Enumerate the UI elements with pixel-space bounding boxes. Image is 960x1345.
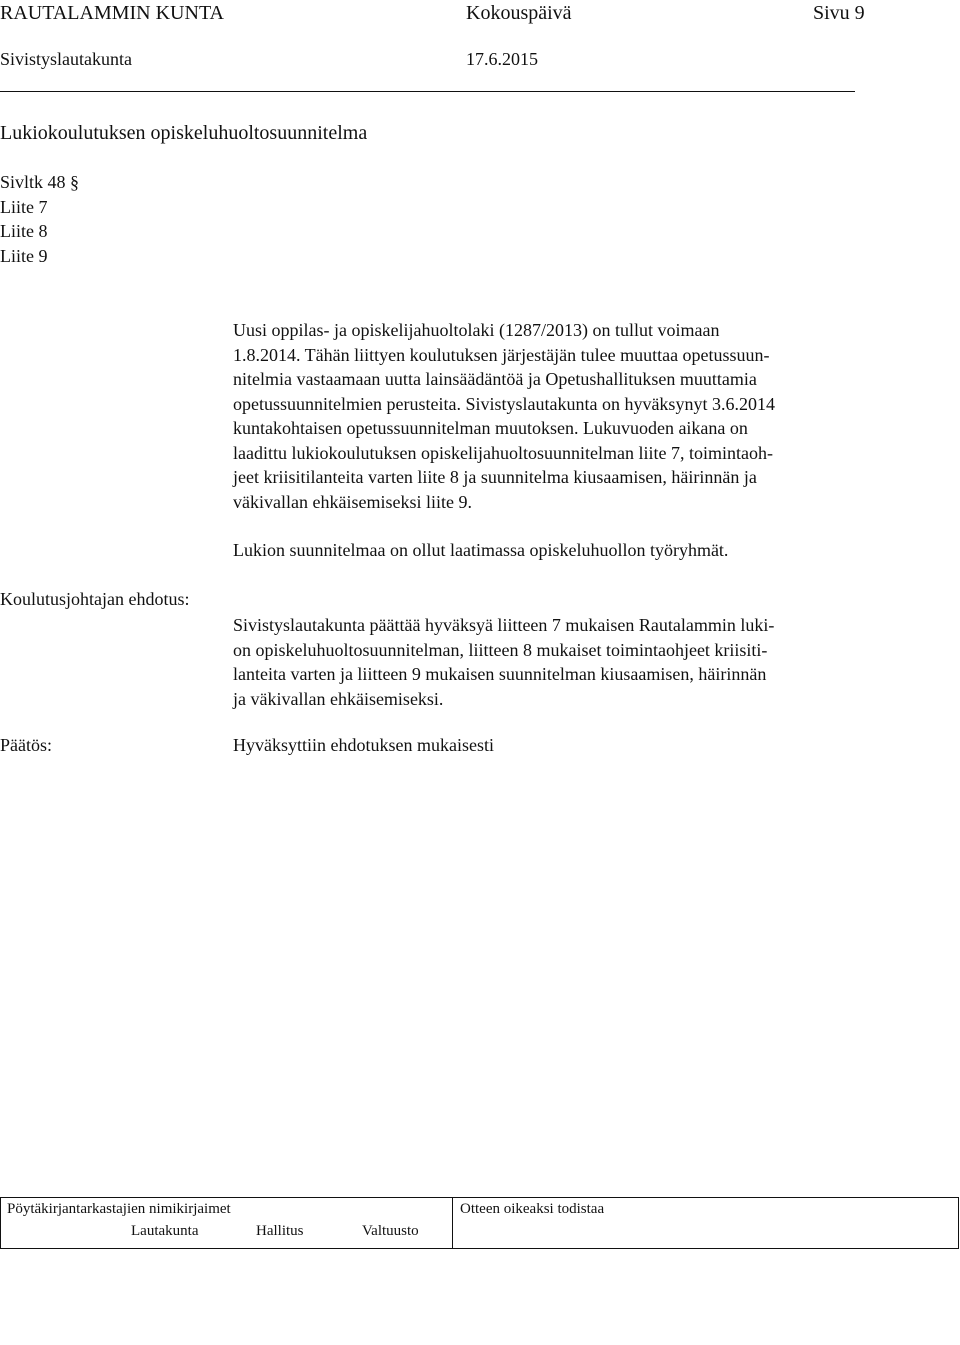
page-title: Lukiokoulutuksen opiskeluhuoltosuunnitelma xyxy=(0,122,368,144)
proposal-line: ja väkivallan ehkäisemiseksi. xyxy=(233,688,444,709)
municipality-name: RAUTALAMMIN KUNTA xyxy=(0,2,225,24)
body-line: väkivallan ehkäisemiseksi liite 9. xyxy=(233,491,472,512)
ref-section: Sivltk 48 § xyxy=(0,172,80,192)
meeting-date: 17.6.2015 xyxy=(466,49,538,69)
page-number: Sivu 9 xyxy=(813,2,865,24)
body-paragraph xyxy=(233,318,883,514)
body-line: kuntakohtaisen opetussuunnitelman muutoksen. Lukuvuoden aikana on xyxy=(233,418,748,438)
proposal-label: Koulutusjohtajan ehdotus: xyxy=(0,589,190,609)
header-rule xyxy=(0,91,855,92)
proposal-line: on opiskeluhuoltosuunnitelman, liitteen 8 mukaiset toimintaohjeet kriisiti- xyxy=(233,639,768,660)
signatures-label: Pöytäkirjantarkastajien nimikirjaimet xyxy=(7,1201,231,1217)
decision-label: Päätös: xyxy=(0,735,52,755)
body-line: opetussuunnitelmien perusteita. Sivistyslautakunta on hyväksynyt 3.6.2014 xyxy=(233,393,775,414)
body-line: jeet kriisitilanteita varten liite 8 ja suunnitelma kiusaamisen, häirinnän ja xyxy=(233,467,757,487)
ref-attachment-7: Liite 7 xyxy=(0,197,48,217)
board-name: Sivistyslautakunta xyxy=(0,49,132,69)
proposal-line: Sivistyslautakunta päättää hyväksyä liitteen 7 mukaisen Rautalammin luki- xyxy=(233,615,775,635)
body-line: 1.8.2014. Tähän liittyen koulutuksen järjestäjän tulee muuttaa opetussuun- xyxy=(233,344,770,365)
footer-board: Lautakunta xyxy=(131,1223,199,1239)
meeting-day-label: Kokouspäivä xyxy=(466,2,572,24)
ref-attachment-8: Liite 8 xyxy=(0,221,48,241)
footer-government: Hallitus xyxy=(256,1223,304,1239)
footer-council: Valtuusto xyxy=(362,1223,419,1239)
proposal-paragraph xyxy=(233,613,883,711)
body-line: laadittu lukiokoulutuksen opiskelijahuoltosuunnitelman liite 7, toimintaoh- xyxy=(233,442,773,463)
proposal-line: lanteita varten ja liitteen 9 mukaisen suunnitelman kiusaamisen, häirinnän xyxy=(233,664,767,684)
body-line: nitelmia vastaamaan uutta lainsäädäntöä ja Opetushallituksen muuttamia xyxy=(233,369,757,389)
body-extra: Lukion suunnitelmaa on ollut laatimassa opiskeluhuollon työryhmät. xyxy=(233,540,729,560)
decision-text: Hyväksyttiin ehdotuksen mukaisesti xyxy=(233,735,494,755)
body-line: Uusi oppilas- ja opiskelijahuoltolaki (1287/2013) on tullut voimaan xyxy=(233,320,720,340)
ref-attachment-9: Liite 9 xyxy=(0,246,48,266)
certified-label: Otteen oikeaksi todistaa xyxy=(460,1201,605,1217)
